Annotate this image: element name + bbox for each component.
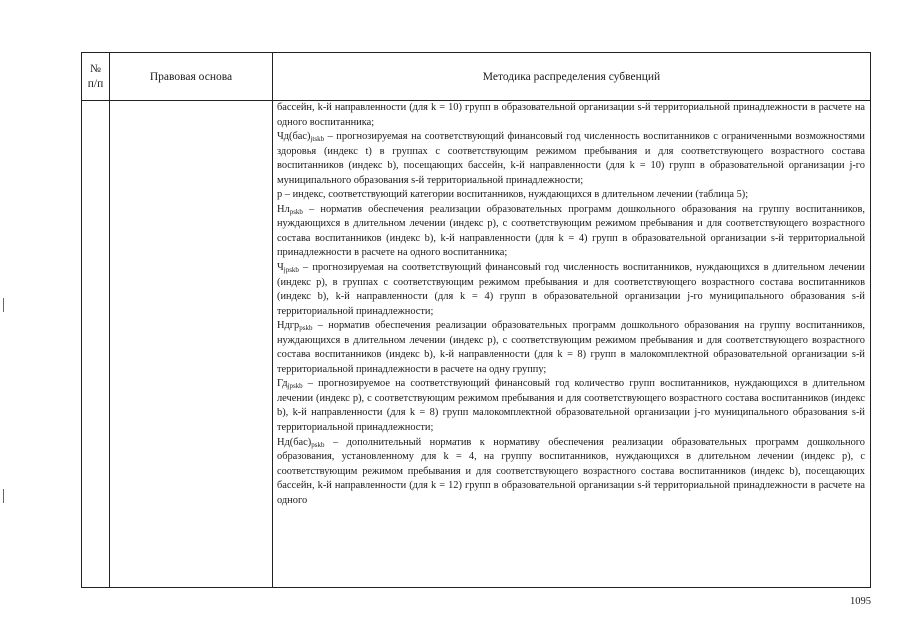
definition-paragraph: бассейн, k-й направленности (для k = 10) групп в образовательной организации s-й территориальной принадлежности в расчете на одного воспитанника; — [277, 102, 865, 128]
header-number-cell — [82, 53, 110, 101]
methodology-text — [273, 101, 870, 587]
definition-paragraph: $Ч_{jpskb}$ – прогнозируемая на соответствующий финансовый год численность воспитанников, нуждающихся в длительном лечении (индекс р), в группах с соответствующим режимом пребывания и для соответствующего возрастного состава воспитанников (индекс b), k-й направленности (для k = 4) групп в образовательной организации j-го муниципального образования s-й территориальной принадлежности; — [277, 262, 865, 317]
scan-mark-top — [3, 298, 4, 312]
definition-paragraph: р – индекс, соответствующий категории воспитанников, нуждающихся в длительном лечении (таблица 5); — [277, 189, 749, 201]
definition-paragraph: $Гд_{jpskb}$ – прогнозируемое на соответствующий финансовый год количество групп воспитанников, нуждающихся в длительном лечении (индекс р), с соответствующим режимом пребывания и для соответствующего возрастного состава воспитанников (индекс b), k-й направленности (для k = 8) групп малокомплектной образовательной организации j-го муниципального образования s-й территориальной принадлежности; — [277, 378, 865, 434]
definition-paragraph: $Нд(бас)_{pskb}$ – дополнительный норматив к нормативу обеспечения реализации образовательных программ дошкольного образования, установленному для k = 4, на группу воспитанников, нуждающихся в длительном лечении (индекс р), с соответствующим режимом пребывания и для соответствующего возрастного состава воспитанников (индекс b), посещающих бассейн, k-й направленности (для k = 12) групп в образовательной организации s-й территориальной принадлежности в расчете на одного — [277, 436, 865, 506]
definition-paragraph: $Нл_{pskb}$ – норматив обеспечения реализации образовательных программ дошкольного образования на группу воспитанников, нуждающихся в длительном лечении (индекс р), с соответствующим режимом пребывания и для соответствующего возрастного состава воспитанников (индекс b), k-й направленности (для k = 4) групп в образовательной организации s-й территориальной принадлежности в расчете на одного воспитанника; — [277, 203, 865, 259]
row-methodology-cell — [273, 101, 871, 588]
table-body-row — [82, 101, 871, 588]
definition-paragraph: Ндгр$_{pskb}$ – норматив обеспечения реализации образовательных программ дошкольного образования на группу воспитанников, нуждающихся в длительном лечении (индекс р), с соответствующим режимом пребывания и для соответствующего возрастного состава воспитанников (индекс b), k-й направленности (для k = 8) групп в малокомплектной образовательной организации s-й территориальной принадлежности в расчете на одну группу; — [277, 320, 865, 375]
row-number-cell — [82, 101, 110, 588]
header-number-abbr: п/п — [87, 77, 104, 90]
row-legal-basis-cell — [110, 101, 273, 588]
table-header-row — [82, 53, 871, 101]
definition-paragraph: $Чд(бас)_{jtskb}$ – прогнозируемая на соответствующий финансовый год численность воспитанников с ограниченными возможностями здоровья (индекс t) в группах с соответствующим режимом пребывания и для соответствующего возрастного состава воспитанников (индекс b), посещающих бассейн, k-й направленности (для k = 10) групп в образовательной организации j-го муниципального образования s-й территориальной принадлежности; — [277, 131, 865, 186]
header-methodology: Методика распределения субвенций — [273, 53, 871, 101]
scan-mark-bottom — [3, 489, 4, 503]
page-number: 1095 — [850, 596, 871, 607]
subsidy-methodology-table — [81, 52, 871, 588]
header-legal-basis: Правовая основа — [110, 53, 273, 101]
header-number-symbol: № — [90, 62, 101, 75]
